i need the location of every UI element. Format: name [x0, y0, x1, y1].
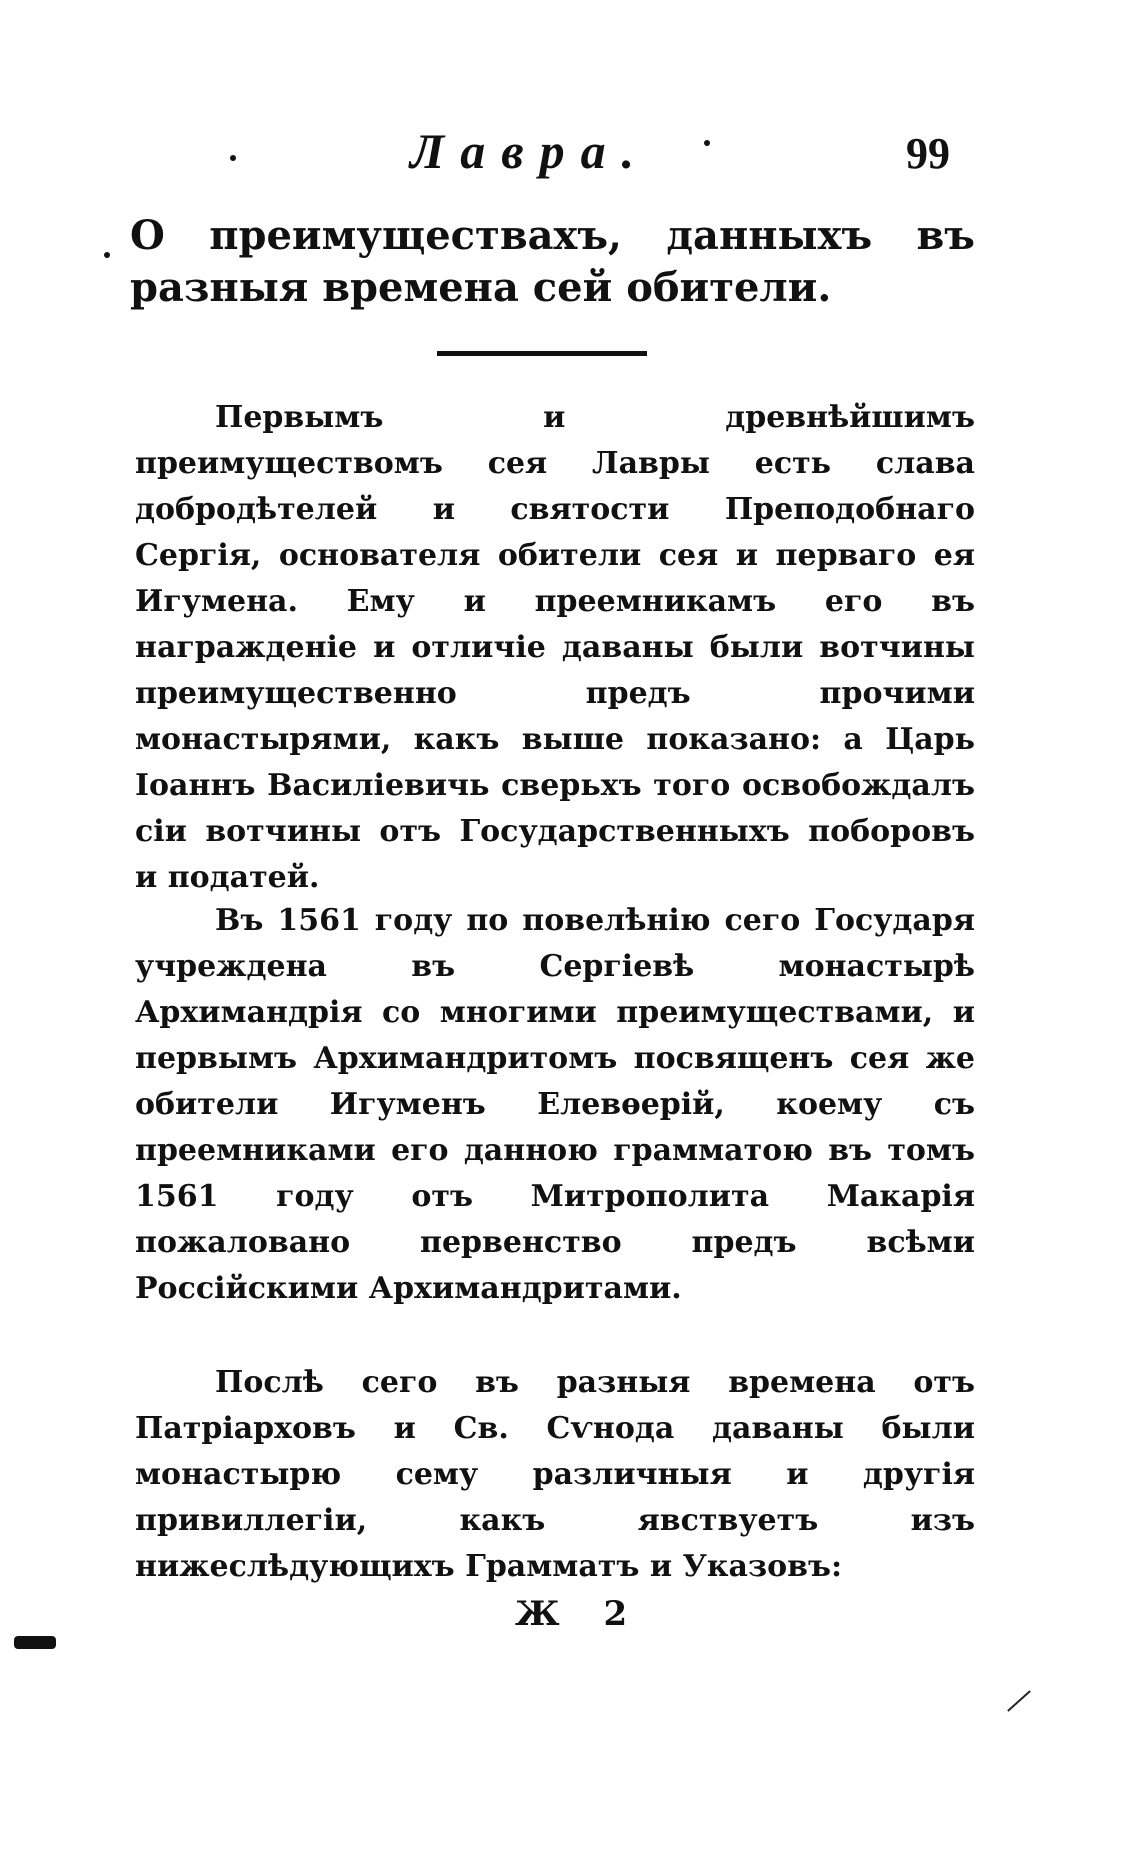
section-heading: О преимуществахъ, данныхъ въ разныя времена сей обители. — [130, 212, 975, 311]
pen-stroke-mark — [1007, 1690, 1031, 1712]
edge-ink-blot — [14, 1636, 56, 1649]
stray-ink-dot — [704, 140, 710, 146]
heading-divider-rule — [437, 351, 647, 356]
running-title: Лавра. — [410, 123, 651, 179]
paragraph-first-privileges: Первымъ и древнѣйшимъ преимуществомъ сея Лавры есть слава добродѣтелей и святости Преподобнаго Сергія, основателя обители сея и перваго ея Игумена. Ему и преемникамъ его въ награжденіе и отличіе даваны были вотчины преимущественно предъ прочими монастырями, какъ выше показано: а Царь Іоаннъ Василіевичь сверьхъ того освобождалъ сіи вотчины отъ Государственныхъ поборовъ и податей. — [135, 400, 975, 895]
paragraph-archimandrite-1561: Въ 1561 году по повелѣнію сего Государя учреждена въ Сергіевѣ монастырѣ Архимандрія со многими преимуществами, и первымъ Архимандритомъ посвященъ сея же обители Игуменъ Елевѳерій, коему съ преемниками его данною грамматою въ томъ 1561 году отъ Митрополита Макарія пожаловано первенство предъ всѣми Россійскими Архимандритами. — [135, 903, 975, 1306]
printer-signature-mark: Ж 2 — [515, 1594, 644, 1634]
page-number: 99 — [906, 129, 950, 178]
stray-ink-dot — [230, 155, 236, 161]
stray-ink-dot — [104, 252, 110, 258]
paragraph-later-privileges: Послѣ сего въ разныя времена отъ Патріарховъ и Св. Сѵнода даваны были монастырю сему различныя и другія привиллегіи, какъ явствуетъ изъ нижеслѣдующихъ Грамматъ и Указовъ: — [135, 1365, 975, 1584]
